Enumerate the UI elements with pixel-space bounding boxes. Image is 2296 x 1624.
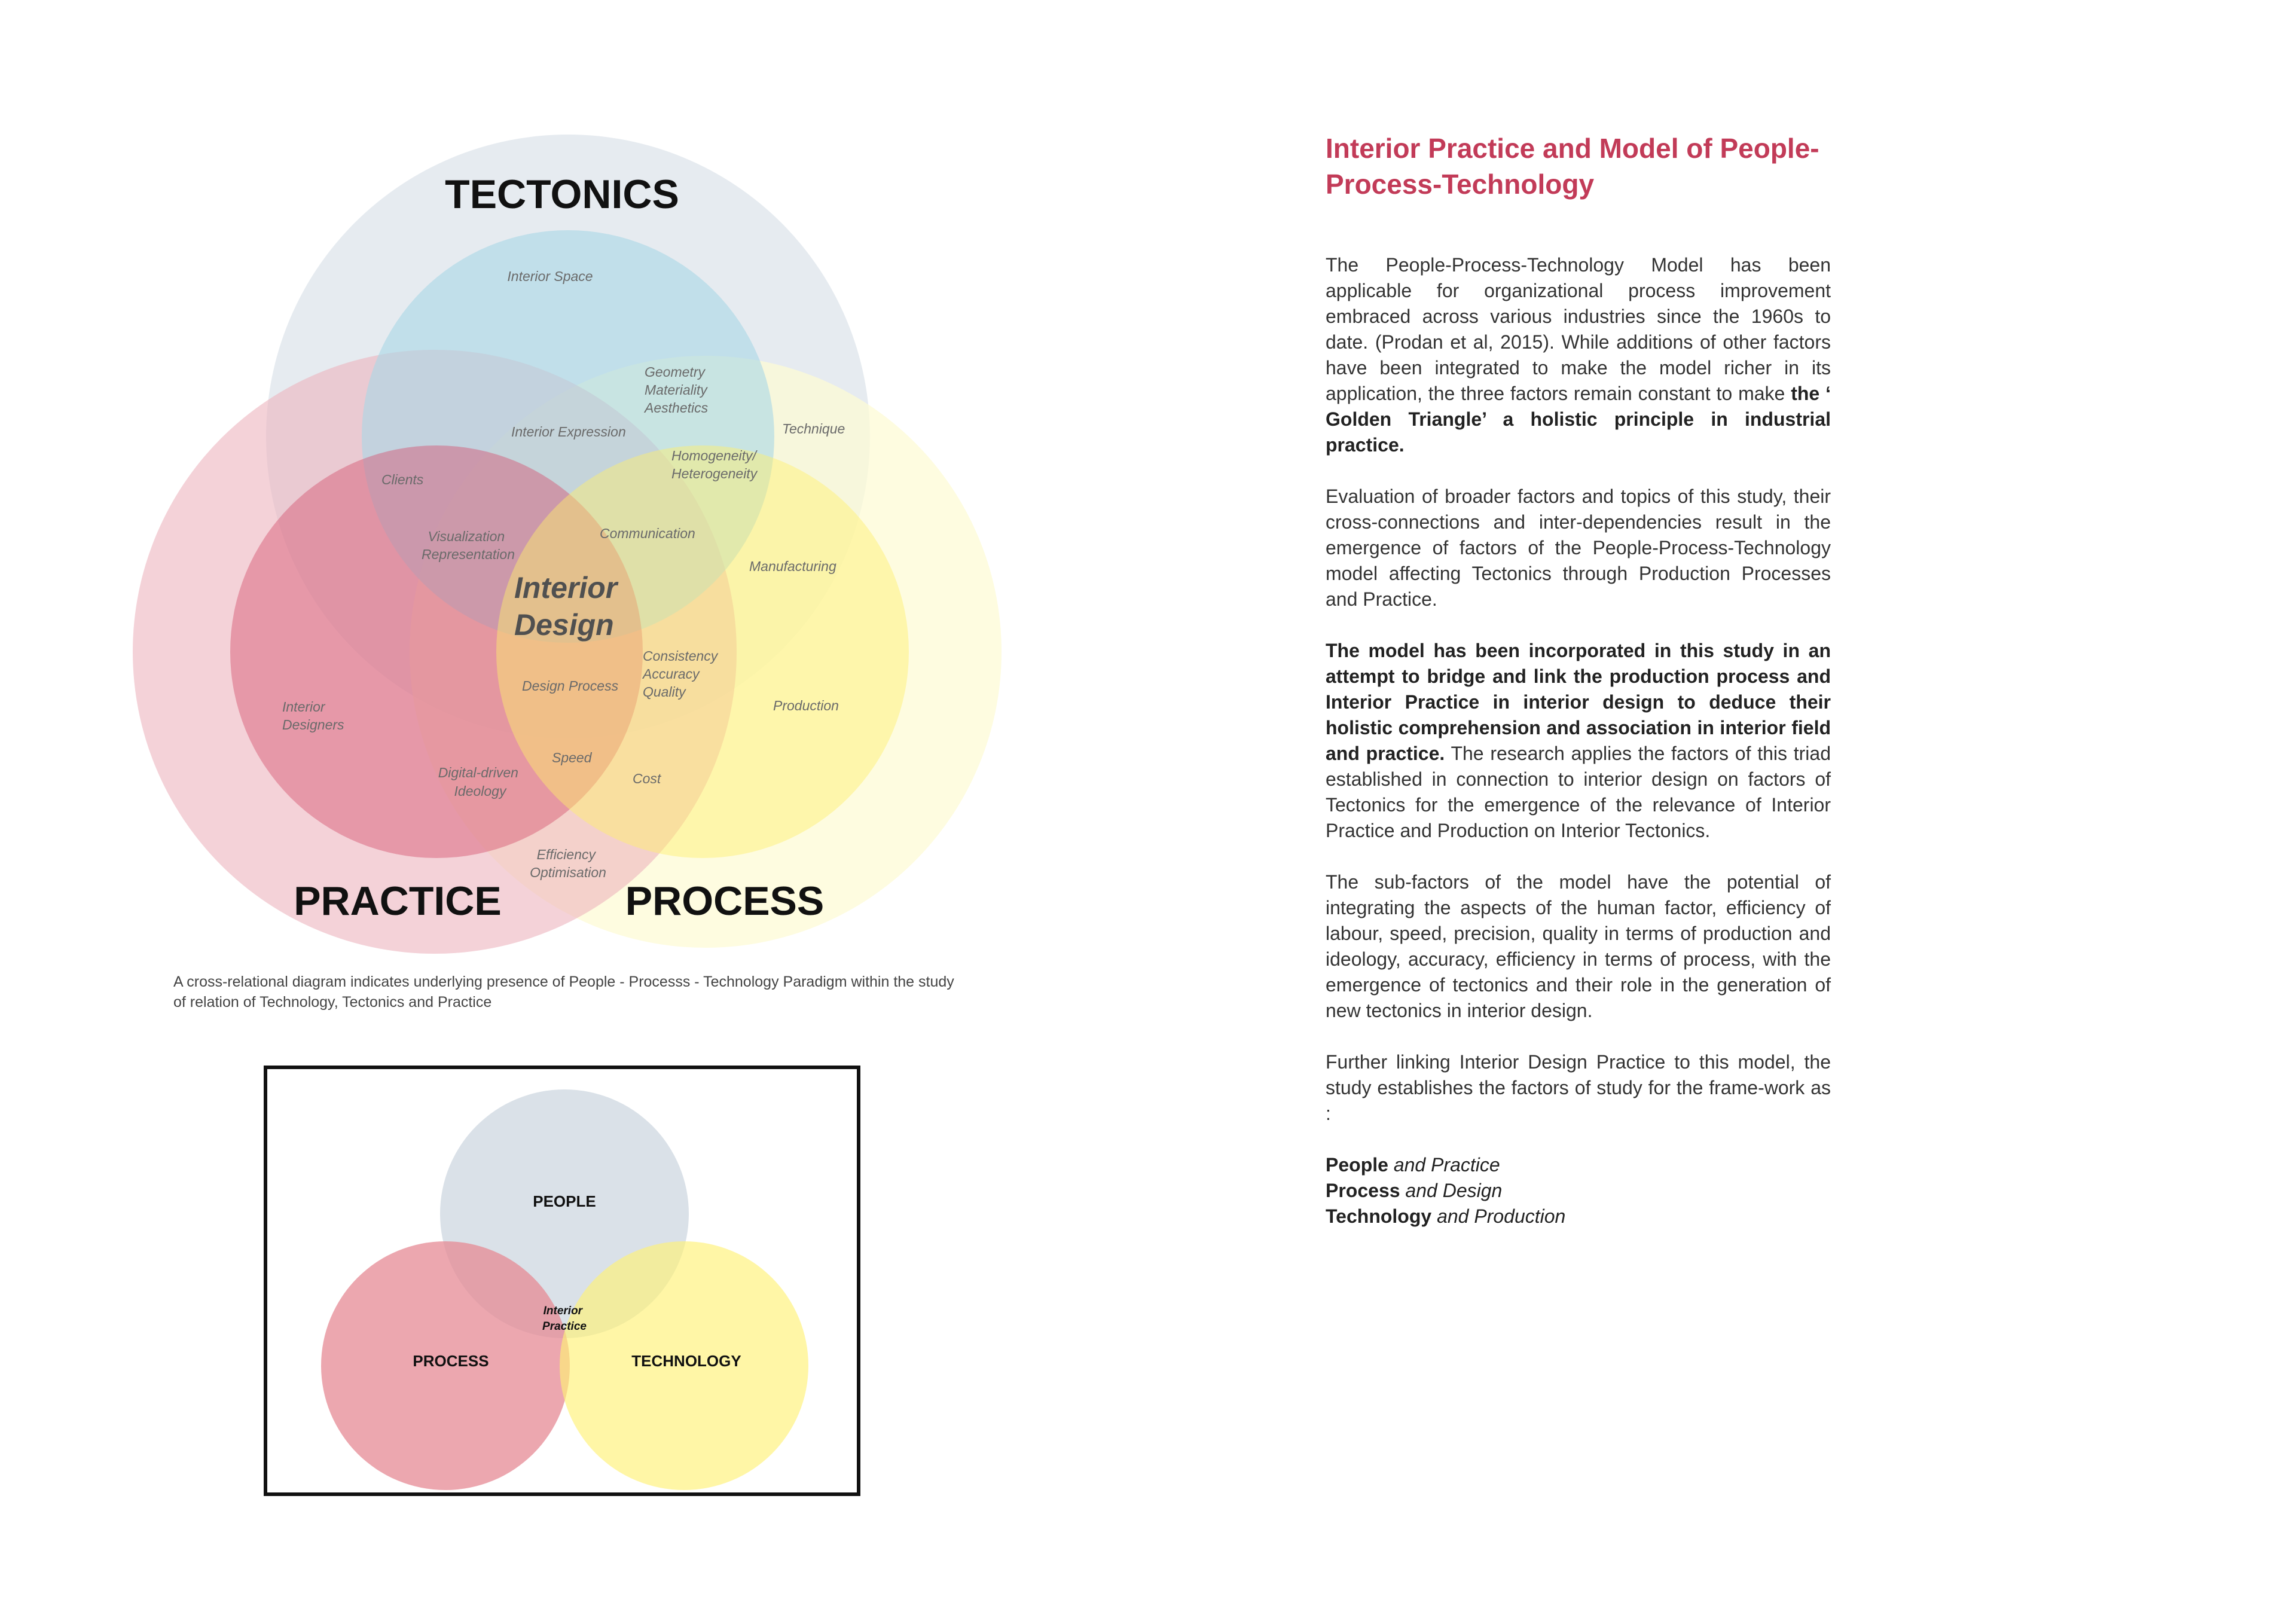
interior-practice-label: Interior Practice [542, 1305, 587, 1333]
process-label: PROCESS [625, 878, 825, 924]
paragraph-3-bold: The model has been incorporated in this study in an attempt to bridge and link the production process and Interior Practice in interior design to deduce their holistic comprehension and association in interior field and practice. [1326, 640, 1831, 764]
list-item: People and Practice [1326, 1154, 1500, 1176]
factor-cost: Cost [633, 771, 661, 786]
factor-technique: Technique [782, 421, 845, 436]
paragraph-1 [1326, 252, 1831, 458]
paragraph-2: Evaluation of broader factors and topics of this study, their cross-connections and inter-dependencies result in the emergence of factors of the People-Process-Technology model affecting Tectonics through Production Processes and Practice. [1326, 486, 1831, 610]
factor-communication: Communication [600, 526, 695, 541]
factor-geometry-materiality-aesthetics: Geometry Materiality Aesthetics [645, 364, 709, 416]
paragraph-3 [1326, 638, 1831, 844]
process-label-small: PROCESS [413, 1352, 489, 1370]
ppt-venn [267, 1069, 857, 1492]
practice-label: PRACTICE [294, 878, 502, 924]
factor-homogeneity-heterogeneity: Homogeneity/ Heterogeneity [671, 448, 758, 481]
paragraph-1-bold: the ‘ Golden Triangle’ a holistic principle in industrial practice. [1326, 383, 1831, 456]
factor-production: Production [773, 698, 839, 713]
people-process-technology-diagram [264, 1066, 860, 1496]
factor-efficiency-optimisation: Efficiency Optimisation [530, 847, 606, 880]
tectonics-practice-process-venn [0, 0, 1016, 969]
factor-speed: Speed [552, 750, 592, 765]
factor-interior-space: Interior Space [507, 268, 593, 284]
article-column [1326, 130, 1831, 1229]
paragraph-3-text: The research applies the factors of this triad established in connection to interior design on factors of Tectonics for the emergence of the relevance of Interior Practice and Production on Interior Tectonics. [1326, 743, 1831, 841]
factor-consistency-accuracy-quality: Consistency Accuracy Quality [643, 648, 718, 700]
list-item: Technology and Production [1326, 1205, 1566, 1227]
factor-digital-driven-ideology: Digital-driven Ideology [438, 765, 518, 799]
factor-design-process: Design Process [522, 678, 619, 694]
interior-design-label: Interior Design [514, 571, 618, 642]
tectonics-label: TECTONICS [445, 172, 679, 217]
diagram-caption: A cross-relational diagram indicates underlying presence of People - Processs - Technology Paradigm within the study of relation of Technology, Tectonics and Practice [173, 973, 954, 1011]
factor-interior-designers: Interior Designers [282, 699, 344, 732]
framework-factor-list [1326, 1152, 1831, 1229]
paragraph-1-text: The People-Process-Technology Model has been applicable for organizational process improvement embraced across various industries since the 1960s to date. (Prodan et al, 2015). While additions of other factors have been integrated to make the model richer in its application, the three factors remain constant to make [1326, 254, 1831, 404]
people-label: PEOPLE [533, 1192, 596, 1210]
list-item: Process and Design [1326, 1180, 1503, 1201]
factor-manufacturing: Manufacturing [749, 558, 836, 574]
paragraph-5: Further linking Interior Design Practice to this model, the study establishes the factors of study for the frame-work as : [1326, 1051, 1831, 1124]
article-heading: Interior Practice and Model of People-Process-Technology [1326, 133, 1819, 200]
factor-clients: Clients [381, 472, 424, 487]
factor-interior-expression: Interior Expression [511, 424, 626, 439]
factor-visualization-representation: Visualization Representation [422, 529, 515, 562]
paragraph-4: The sub-factors of the model have the potential of integrating the aspects of the human factor, efficiency of labour, speed, precision, quality in terms of production and ideology, accuracy, efficiency in terms of process, with the emergence of tectonics and their role in the generation of new tectonics in interior design. [1326, 871, 1831, 1021]
technology-label: TECHNOLOGY [631, 1352, 741, 1370]
